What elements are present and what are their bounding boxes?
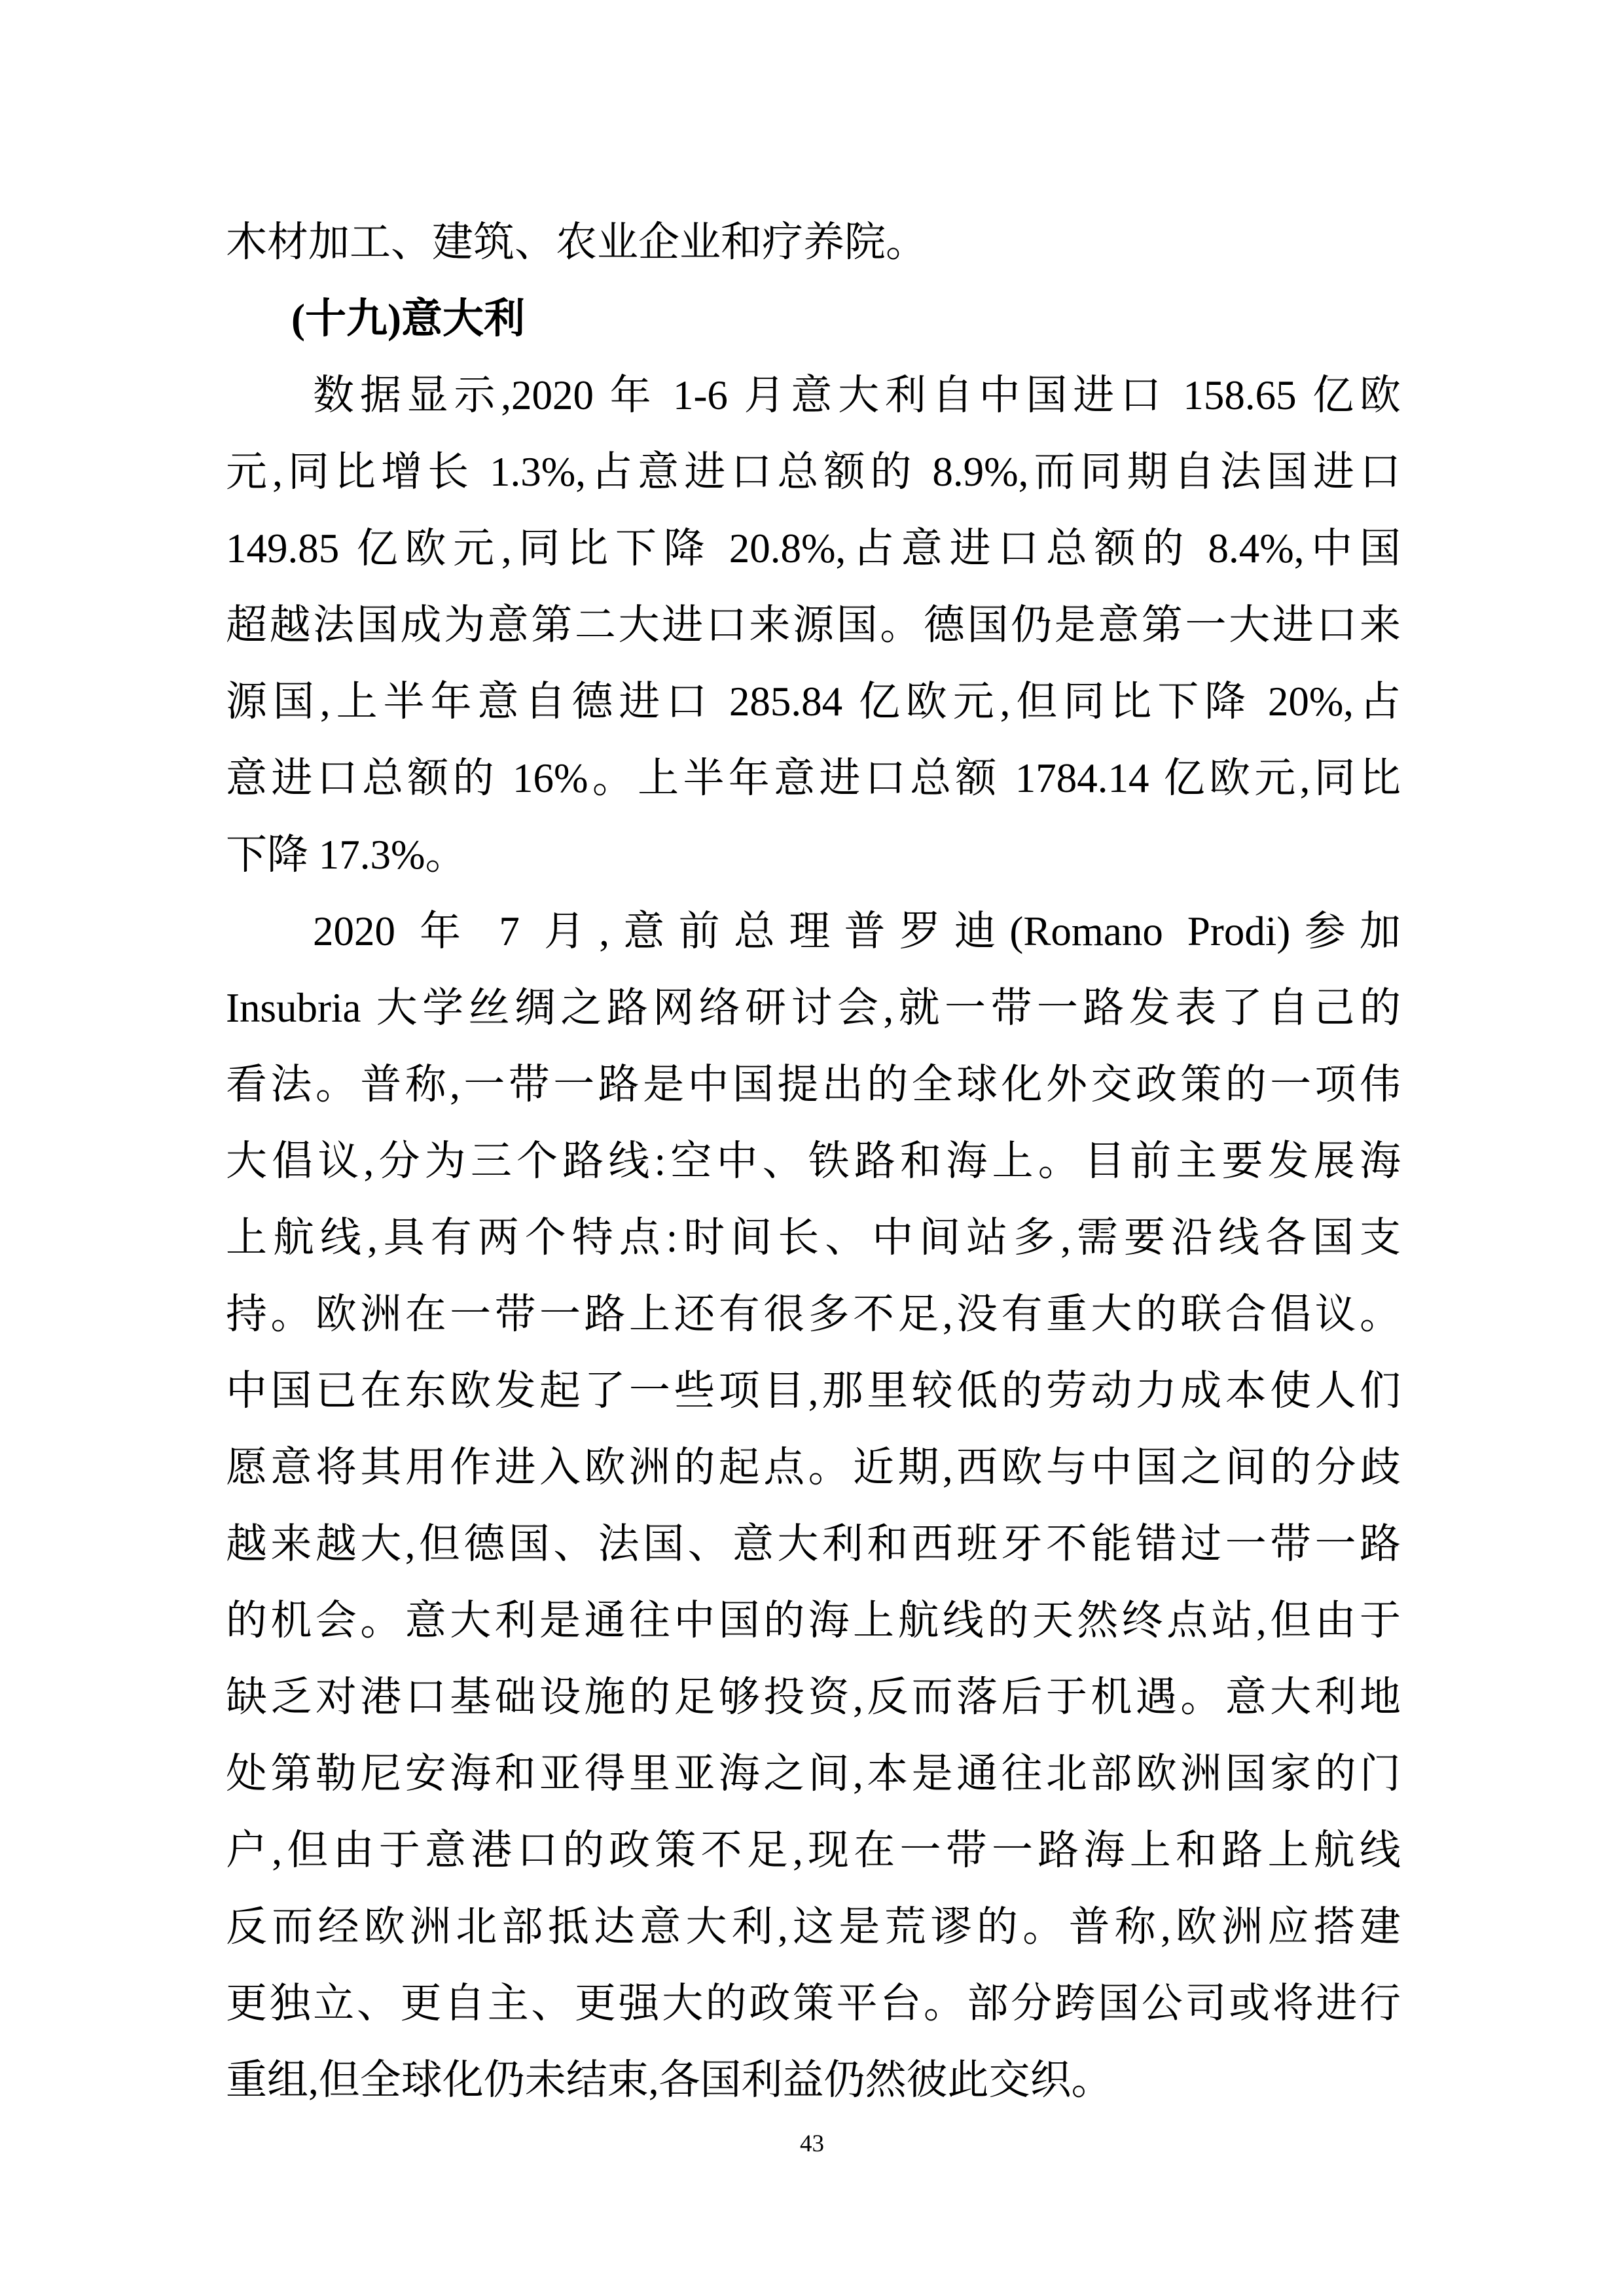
section-heading: (十九)意大利 [291,296,525,342]
text-line: 反而经欧洲北部抵达意大利,这是荒谬的。普称,欧洲应搭建 [226,1904,1401,1950]
text-line: 户,但由于意港口的政策不足,现在一带一路海上和路上航线 [226,1827,1401,1873]
text-line: 缺乏对港口基础设施的足够投资,反而落后于机遇。意大利地 [226,1674,1401,1720]
text-line: 意进口总额的 16%。上半年意进口总额 1784.14 亿欧元,同比 [226,755,1401,801]
text-line: 大倡议,分为三个路线:空中、铁路和海上。目前主要发展海 [226,1138,1401,1184]
text-line: 愿意将其用作进入欧洲的起点。近期,西欧与中国之间的分歧 [226,1444,1401,1490]
text-line: 中国已在东欧发起了一些项目,那里较低的劳动力成本使人们 [226,1368,1401,1414]
text-line: 持。欧洲在一带一路上还有很多不足,没有重大的联合倡议。 [226,1291,1401,1337]
text-line: 越来越大,但德国、法国、意大利和西班牙不能错过一带一路 [226,1521,1401,1567]
text-line: 更独立、更自主、更强大的政策平台。部分跨国公司或将进行 [226,1981,1401,2026]
text-line: 的机会。意大利是通往中国的海上航线的天然终点站,但由于 [226,1598,1401,1643]
text-line: 下降 17.3%。 [226,832,467,878]
paragraph-continuation-line: 木材加工、建筑、农业企业和疗养院。 [226,219,927,265]
text-line: 149.85 亿欧元,同比下降 20.8%,占意进口总额的 8.4%,中国 [226,526,1401,571]
text-line: 超越法国成为意第二大进口来源国。德国仍是意第一大进口来 [226,602,1401,648]
text-line: 上航线,具有两个特点:时间长、中间站多,需要沿线各国支 [226,1215,1401,1261]
text-line: 源国,上半年意自德进口 285.84 亿欧元,但同比下降 20%,占 [226,679,1401,725]
text-line: 数据显示,2020 年 1-6 月意大利自中国进口 158.65 亿欧 [313,372,1401,418]
text-line: 元,同比增长 1.3%,占意进口总额的 8.9%,而同期自法国进口 [226,449,1401,495]
text-line: Insubria 大学丝绸之路网络研讨会,就一带一路发表了自己的 [226,985,1401,1031]
text-block [226,204,1401,2119]
text-line: 重组,但全球化仍未结束,各国利益仍然彼此交织。 [226,2057,1113,2103]
text-line: 看法。普称,一带一路是中国提出的全球化外交政策的一项伟 [226,1062,1401,1107]
text-line: 处第勒尼安海和亚得里亚海之间,本是通往北部欧洲国家的门 [226,1751,1401,1797]
page-number: 43 [800,2130,824,2157]
text-line: 2020 年 7 月,意前总理普罗迪(Romano Prodi)参加 [313,908,1401,954]
